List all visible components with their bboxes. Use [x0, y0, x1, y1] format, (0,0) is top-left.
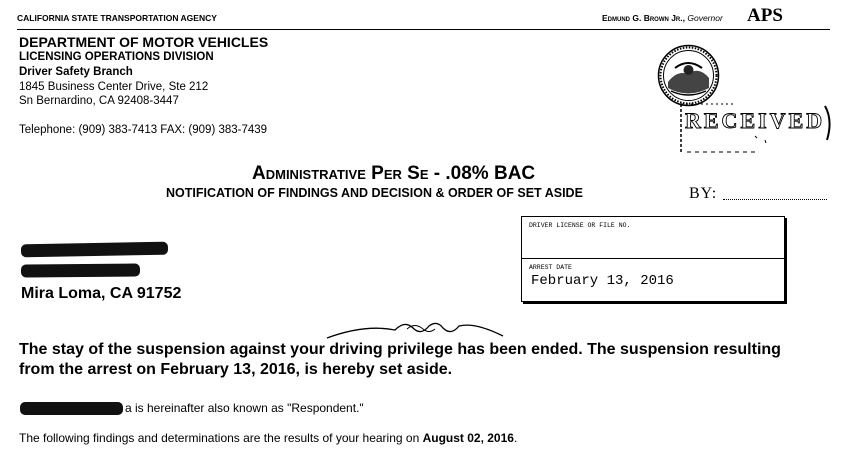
governor-name: Edmund G. Brown Jr.,: [602, 13, 685, 23]
hearing-date: August 02, 2016: [422, 431, 514, 445]
branch-name: Driver Safety Branch: [19, 66, 133, 78]
redacted-street: [21, 263, 140, 277]
recipient-city: Mira Loma, CA 91752: [21, 285, 182, 302]
redacted-name: [21, 242, 168, 258]
department-name: DEPARTMENT OF MOTOR VEHICLES: [19, 34, 269, 50]
driver-info-box: [521, 216, 785, 302]
aps-code: APS: [747, 5, 783, 26]
governor-title: Governor: [687, 13, 723, 23]
document-title: Administrative Per Se - .08% BAC: [252, 163, 536, 184]
state-seal-icon: [657, 44, 720, 107]
governor-line: [602, 13, 723, 23]
phone-fax: Telephone: (909) 383-7413 FAX: (909) 383-7439: [19, 124, 268, 136]
box-divider: [522, 258, 784, 259]
findings-line: [19, 431, 517, 445]
findings-text: The following findings and determinations are the results of your hearing on: [19, 431, 423, 445]
license-label: DRIVER LICENSE OR FILE NO.: [529, 222, 631, 229]
division-name: LICENSING OPERATIONS DIVISION: [19, 51, 214, 63]
findings-period: .: [513, 431, 518, 445]
stay-notice: The stay of the suspension against your driving privilege has been ended. The suspension resulting from the arrest on February 13, 2016, is hereby set aside.: [19, 341, 781, 378]
agency-name: CALIFORNIA STATE TRANSPORTATION AGENCY: [17, 13, 217, 23]
address-line2: Sn Bernardino, CA 92408-3447: [19, 95, 179, 107]
address-line1: 1845 Business Center Drive, Ste 212: [19, 81, 209, 93]
received-stamp-text: RECEIVED: [685, 108, 826, 133]
header-rule: [17, 29, 830, 30]
redacted-respondent: [20, 402, 123, 415]
received-stamp: [675, 100, 845, 160]
ornament-divider: [325, 318, 505, 342]
document-subtitle: NOTIFICATION OF FINDINGS AND DECISION & ORDER OF SET ASIDE: [166, 186, 583, 200]
respondent-notice: a is hereinafter also known as "Respondent.": [125, 401, 364, 415]
arrest-date-label: ARREST DATE: [529, 264, 572, 271]
received-by-label: BY:: [689, 185, 718, 202]
received-by-line: [723, 199, 827, 200]
arrest-date-value: February 13, 2016: [531, 273, 674, 289]
